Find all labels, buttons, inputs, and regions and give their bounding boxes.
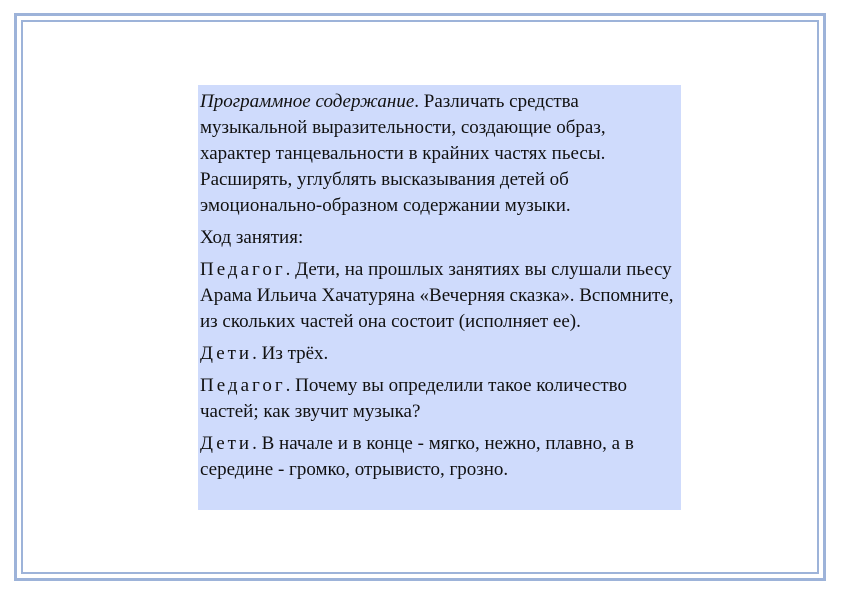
dialogue-text: . Дети, на прошлых занятиях вы слушали пьесу Арама Ильича Хачатуряна «Вечерняя сказка». Вспомните, из скольких частей она состоит (исполняет ее). xyxy=(200,259,674,332)
lesson-text-box xyxy=(198,85,681,510)
dialogue-line xyxy=(200,431,677,483)
speaker-teacher: Педагог xyxy=(200,375,286,396)
dialogue-line xyxy=(200,341,677,367)
dialogue-text: . Из трёх. xyxy=(252,343,329,364)
dialogue-text: . В начале и в конце - мягко, нежно, плавно, а в середине - громко, отрывисто, грозно. xyxy=(200,433,634,480)
dialogue-text: . Почему вы определили такое количество частей; как звучит музыка? xyxy=(200,375,627,422)
dialogue-line xyxy=(200,257,677,335)
dialogue-line xyxy=(200,373,677,425)
speaker-teacher: Педагог xyxy=(200,259,286,280)
program-content-paragraph xyxy=(200,89,677,219)
speaker-children: Дети xyxy=(200,343,253,364)
program-content-heading: Программное содержание xyxy=(200,91,415,112)
lesson-progress-heading: Ход занятия: xyxy=(200,227,304,248)
program-content-text: . Различать средства музыкальной выразительности, создающие образ, характер танцевальности в крайних частях пьесы. Расширять, углублять высказывания детей об эмоционально-образном содержании музыки. xyxy=(200,91,606,216)
speaker-children: Дети xyxy=(200,433,253,454)
